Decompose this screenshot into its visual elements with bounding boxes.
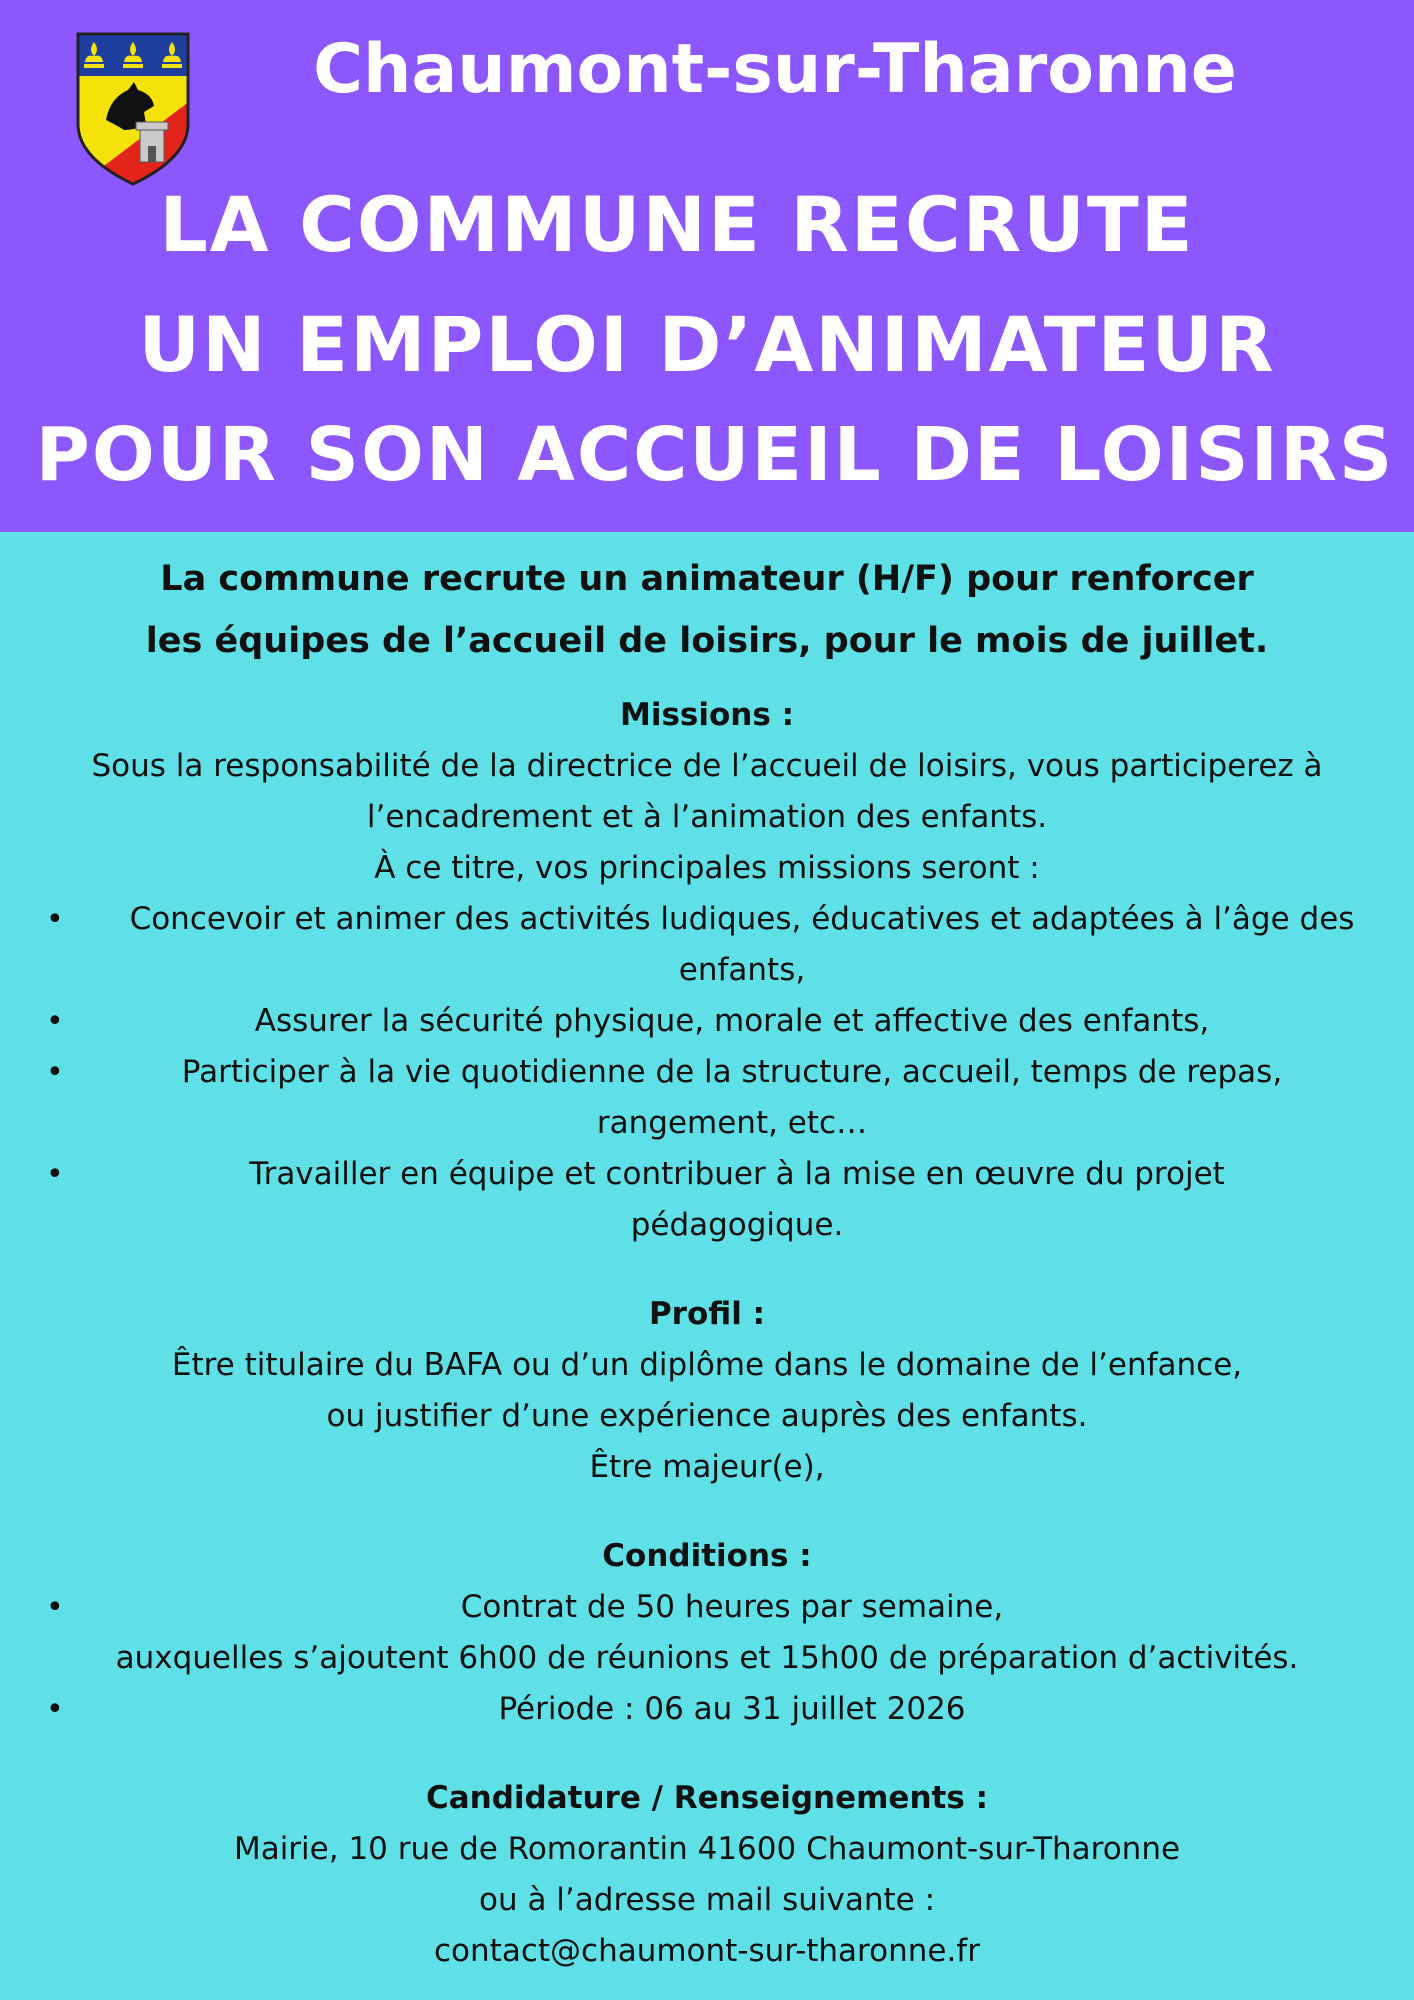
profil-line: ou justifier d’une expérience auprès des enfants. bbox=[326, 1398, 1088, 1434]
conditions-title: Conditions : bbox=[602, 1538, 812, 1574]
missions-section bbox=[0, 690, 1414, 1251]
conditions-list bbox=[0, 1582, 1414, 1633]
headline-line-3: POUR SON ACCUEIL DE LOISIRS bbox=[35, 412, 1395, 498]
list-item: • Travailler en équipe et contribuer à la mise en œuvre du projet pédagogique. bbox=[0, 1149, 1414, 1251]
coat-of-arms-icon bbox=[72, 28, 194, 190]
missions-line: l’encadrement et à l’animation des enfants. bbox=[366, 799, 1048, 835]
header-banner bbox=[0, 0, 1414, 532]
intro-text bbox=[0, 548, 1414, 672]
intro-line: les équipes de l’accueil de loisirs, pour le mois de juillet. bbox=[145, 621, 1269, 661]
conditions-section bbox=[0, 1531, 1414, 1735]
conditions-list bbox=[0, 1684, 1414, 1735]
profil-title: Profil : bbox=[648, 1296, 766, 1332]
missions-line: À ce titre, vos principales missions seront : bbox=[374, 850, 1040, 886]
candidature-line: ou à l’adresse mail suivante : bbox=[478, 1882, 936, 1918]
candidature-section bbox=[0, 1773, 1414, 1977]
candidature-address: Mairie, 10 rue de Romorantin 41600 Chaumont-sur-Tharonne bbox=[233, 1831, 1181, 1867]
list-item: • Assurer la sécurité physique, morale et affective des enfants, bbox=[0, 996, 1414, 1047]
conditions-note: auxquelles s’ajoutent 6h00 de réunions et 15h00 de préparation d’activités. bbox=[115, 1640, 1299, 1676]
candidature-title: Candidature / Renseignements : bbox=[426, 1780, 988, 1816]
intro-line: La commune recrute un animateur (H/F) pour renforcer bbox=[160, 559, 1254, 599]
job-offer-body bbox=[0, 532, 1414, 1977]
headline-line-2: UN EMPLOI D’ANIMATEUR bbox=[138, 300, 1276, 389]
profil-line: Être titulaire du BAFA ou d’un diplôme dans le domaine de l’enfance, bbox=[171, 1347, 1243, 1383]
profil-line: Être majeur(e), bbox=[589, 1449, 825, 1485]
list-item: • Contrat de 50 heures par semaine, bbox=[0, 1582, 1414, 1633]
list-item: • Participer à la vie quotidienne de la structure, accueil, temps de repas, rangement, etc… bbox=[0, 1047, 1414, 1149]
list-item: • Concevoir et animer des activités ludiques, éducatives et adaptées à l’âge des enfants, bbox=[0, 894, 1414, 996]
headline-line-1: LA COMMUNE RECRUTE bbox=[159, 180, 1195, 269]
profil-section bbox=[0, 1289, 1414, 1493]
missions-title: Missions : bbox=[619, 697, 794, 733]
missions-line: Sous la responsabilité de la directrice de l’accueil de loisirs, vous participerez à bbox=[91, 748, 1323, 784]
town-name: Chaumont-sur-Tharonne bbox=[313, 30, 1237, 109]
list-item: • Période : 06 au 31 juillet 2026 bbox=[0, 1684, 1414, 1735]
missions-list bbox=[0, 894, 1414, 1251]
contact-email: contact@chaumont-sur-tharonne.fr bbox=[434, 1933, 980, 1969]
